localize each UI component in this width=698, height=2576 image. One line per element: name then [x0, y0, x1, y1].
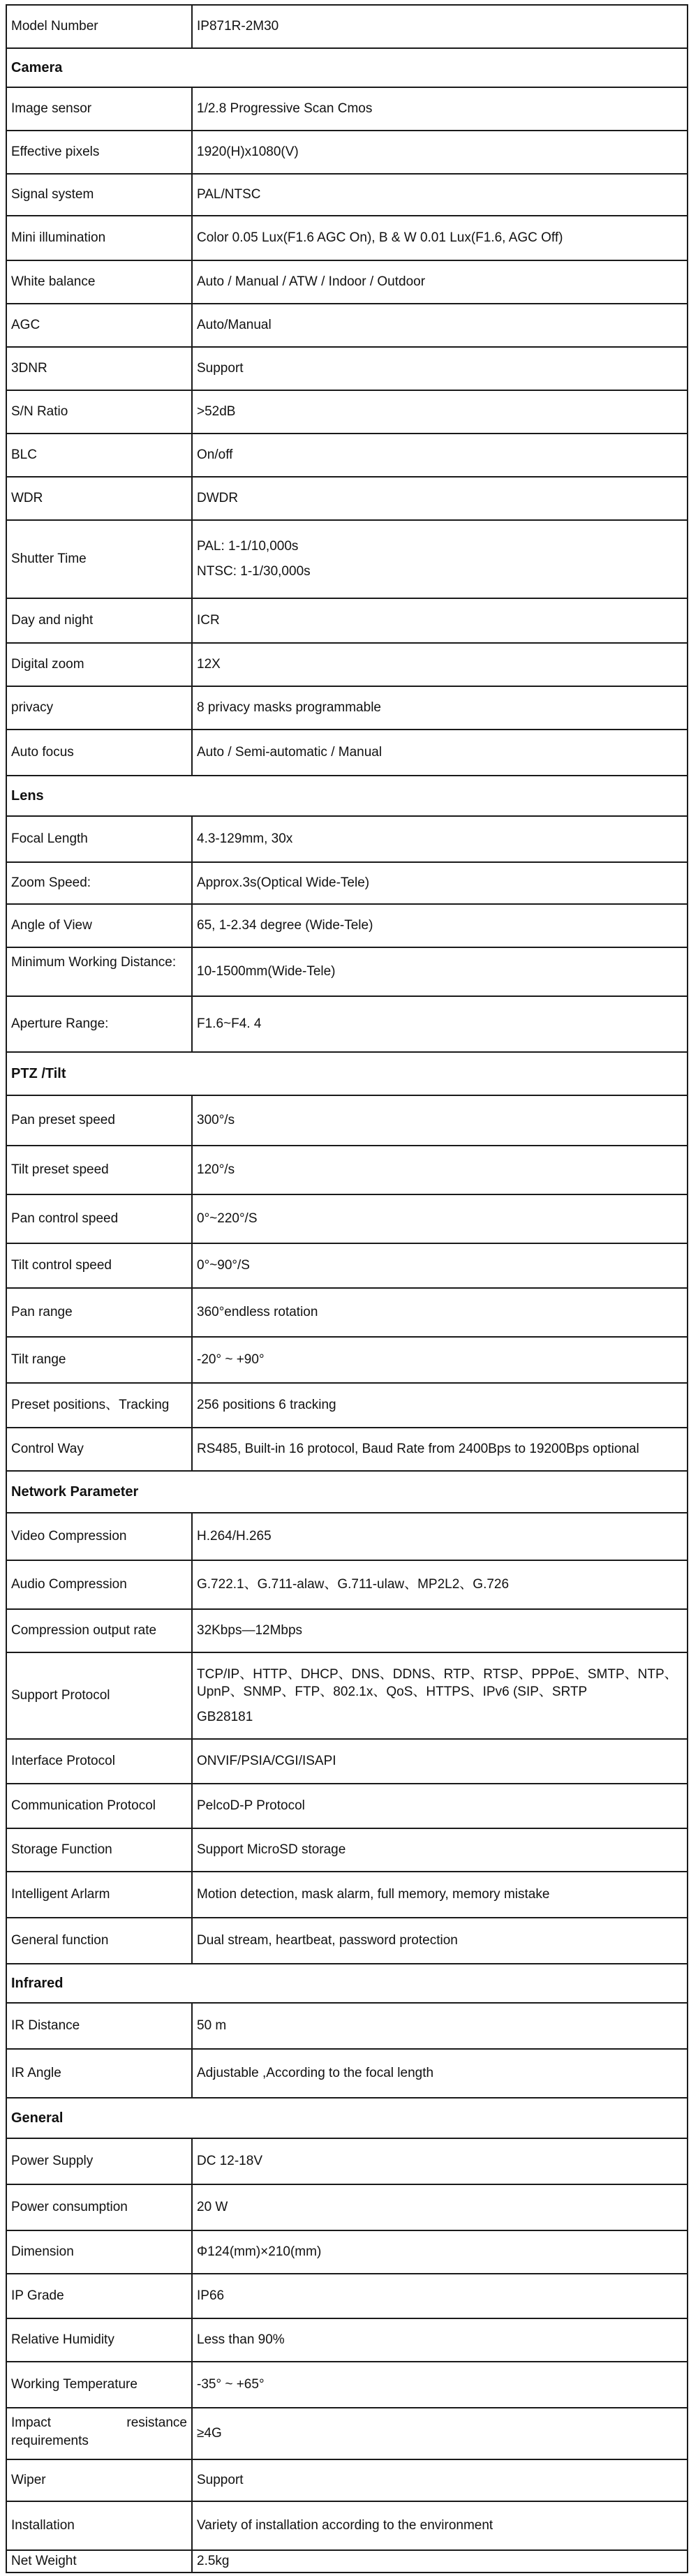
spec-row-impact-resistance-requirements: [6, 2408, 688, 2460]
spec-label: Preset positions、Tracking: [11, 1398, 170, 1413]
spec-label: Mini illumination: [11, 230, 106, 246]
spec-value: Auto/Manual: [191, 304, 687, 346]
spec-value: 0°~220°/S: [191, 1195, 687, 1243]
spec-label: Interface Protocol: [11, 1754, 115, 1769]
spec-row-angle-of-view: [6, 905, 688, 948]
spec-value: 1920(H)x1080(V): [191, 131, 687, 173]
spec-label: IR Distance: [11, 2018, 80, 2034]
section-title: Lens: [11, 787, 44, 804]
spec-row-effective-pixels: [6, 131, 688, 175]
spec-label: Pan control speed: [11, 1211, 119, 1227]
spec-value: 1/2.8 Progressive Scan Cmos: [191, 88, 687, 130]
spec-row-wdr: [6, 478, 688, 521]
spec-value: Adjustable ,According to the focal length: [191, 2050, 687, 2097]
spec-row-zoom-speed: [6, 863, 688, 905]
spec-label: IR Angle: [11, 2066, 61, 2081]
spec-label: General function: [11, 1933, 109, 1948]
spec-label: Support Protocol: [11, 1688, 110, 1703]
spec-row-blc: [6, 434, 688, 478]
spec-label: AGC: [11, 318, 40, 333]
spec-value: [191, 521, 687, 598]
spec-value: Support: [191, 2460, 687, 2501]
spec-label: Net Weight: [11, 2554, 77, 2569]
spec-row-audio-compression: [6, 1561, 688, 1610]
spec-row-digital-zoom: [6, 644, 688, 687]
spec-label: Storage Function: [11, 1842, 112, 1858]
spec-row-auto-focus: [6, 730, 688, 776]
spec-value: ONVIF/PSIA/CGI/ISAPI: [191, 1740, 687, 1783]
spec-row-mini-illumination: [6, 216, 688, 261]
spec-row-agc: [6, 304, 688, 348]
spec-row-privacy: [6, 687, 688, 730]
spec-row-pan-range: [6, 1289, 688, 1338]
spec-row-communication-protocol: [6, 1784, 688, 1829]
spec-value: 120°/s: [191, 1146, 687, 1194]
spec-label: WDR: [11, 491, 43, 506]
spec-row-general-function: [6, 1918, 688, 1964]
spec-label: Tilt control speed: [11, 1258, 112, 1273]
spec-label: Digital zoom: [11, 657, 84, 672]
spec-row-relative-humidity: [6, 2319, 688, 2362]
spec-value: F1.6~F4. 4: [191, 997, 687, 1051]
spec-label: Installation: [11, 2518, 75, 2533]
spec-label: IP Grade: [11, 2288, 64, 2304]
spec-value: RS485, Built-in 16 protocol, Baud Rate from 2400Bps to 19200Bps optional: [191, 1428, 687, 1470]
spec-row-3dnr: [6, 348, 688, 391]
spec-label: Day and night: [11, 613, 94, 628]
spec-row-minimum-working-distance: [6, 948, 688, 997]
spec-row-compression-output-rate: [6, 1610, 688, 1653]
spec-row-storage-function: [6, 1829, 688, 1872]
spec-value: -35° ~ +65°: [191, 2362, 687, 2407]
spec-value: IP66: [191, 2274, 687, 2318]
spec-row-tilt-range: [6, 1338, 688, 1384]
spec-row-s-n-ratio: [6, 391, 688, 434]
section-header-ptz-tilt: [6, 1053, 688, 1096]
spec-label: Signal system: [11, 187, 94, 202]
spec-row-installation: [6, 2502, 688, 2551]
spec-label: Intelligent Arlarm: [11, 1887, 110, 1902]
section-header-network-parameter: [6, 1472, 688, 1513]
spec-value: 8 privacy masks programmable: [191, 687, 687, 729]
spec-label: S/N Ratio: [11, 404, 68, 420]
spec-label: Auto focus: [11, 745, 74, 760]
spec-label: Tilt preset speed: [11, 1162, 109, 1178]
spec-row-support-protocol: [6, 1653, 688, 1740]
spec-row-working-temperature: [6, 2362, 688, 2408]
spec-label: Pan preset speed: [11, 1113, 115, 1128]
spec-row-pan-control-speed: [6, 1195, 688, 1244]
spec-value: 256 positions 6 tracking: [191, 1384, 687, 1427]
spec-value: H.264/H.265: [191, 1513, 687, 1560]
spec-row-wiper: [6, 2460, 688, 2502]
spec-label: Power Supply: [11, 2154, 94, 2169]
spec-row-ip-grade: [6, 2274, 688, 2319]
spec-value: 65, 1-2.34 degree (Wide-Tele): [191, 905, 687, 947]
spec-value-line: TCP/IP、HTTP、DHCP、DNS、DDNS、RTP、RTSP、PPPoE、SMTP、NTP、UpnP、SNMP、FTP、802.1x、QoS、HTTPS、IPv6 (SIP、SRTP: [197, 1666, 678, 1700]
spec-value: Support: [191, 348, 687, 390]
spec-value: DC 12-18V: [191, 2139, 687, 2184]
spec-value: Support MicroSD storage: [191, 1829, 687, 1871]
spec-label: Minimum Working Distance:: [11, 955, 177, 970]
spec-row-pan-preset-speed: [6, 1096, 688, 1146]
spec-label: Compression output rate: [11, 1623, 157, 1638]
spec-label: Aperture Range:: [11, 1016, 109, 1032]
spec-value: 20 W: [191, 2185, 687, 2230]
spec-row-control-way: [6, 1428, 688, 1472]
spec-label: Video Compression: [11, 1529, 127, 1544]
spec-row-net-weight: [6, 2551, 688, 2573]
spec-label: Dimension: [11, 2244, 74, 2260]
spec-value: Approx.3s(Optical Wide-Tele): [191, 863, 687, 903]
spec-value-line: PAL: 1-1/10,000s: [197, 539, 299, 554]
spec-row-tilt-control-speed: [6, 1244, 688, 1289]
spec-label: Impact resistance requirements: [11, 2415, 187, 2448]
spec-value-line: GB28181: [197, 1709, 253, 1724]
spec-row-signal-system: [6, 175, 688, 216]
spec-row-power-consumption: [6, 2185, 688, 2231]
section-header-lens: [6, 776, 688, 817]
spec-label: BLC: [11, 447, 37, 463]
spec-value: 300°/s: [191, 1096, 687, 1145]
spec-label: Focal Length: [11, 831, 88, 847]
spec-value: PAL/NTSC: [191, 175, 687, 215]
spec-value: -20° ~ +90°: [191, 1338, 687, 1382]
spec-label: Pan range: [11, 1305, 73, 1320]
spec-value: Variety of installation according to the environment: [191, 2502, 687, 2549]
spec-value: Less than 90%: [191, 2319, 687, 2361]
spec-label: Relative Humidity: [11, 2332, 114, 2348]
spec-row-interface-protocol: [6, 1740, 688, 1784]
spec-value: Auto / Manual / ATW / Indoor / Outdoor: [191, 261, 687, 303]
section-header-general: [6, 2098, 688, 2139]
spec-value: IP871R-2M30: [191, 6, 687, 47]
spec-label: 3DNR: [11, 361, 47, 376]
spec-label: Effective pixels: [11, 145, 100, 160]
spec-label: Tilt range: [11, 1352, 66, 1368]
spec-value: 32Kbps—12Mbps: [191, 1610, 687, 1652]
section-title: Infrared: [11, 1975, 64, 1991]
spec-label: Audio Compression: [11, 1577, 127, 1592]
spec-value: On/off: [191, 434, 687, 476]
spec-value: G.722.1、G.711-alaw、G.711-ulaw、MP2L2、G.726: [191, 1561, 687, 1608]
spec-value: Motion detection, mask alarm, full memory, memory mistake: [191, 1872, 687, 1917]
spec-value: ≥4G: [191, 2408, 687, 2459]
spec-row-video-compression: [6, 1513, 688, 1561]
spec-value: Color 0.05 Lux(F1.6 AGC On), B & W 0.01 Lux(F1.6, AGC Off): [191, 216, 687, 260]
spec-label: Power consumption: [11, 2200, 128, 2215]
section-title: General: [11, 2110, 64, 2126]
spec-value: ICR: [191, 599, 687, 642]
spec-row-day-and-night: [6, 599, 688, 644]
spec-row-image-sensor: [6, 88, 688, 131]
spec-label: Wiper: [11, 2473, 46, 2488]
spec-label: Zoom Speed:: [11, 875, 91, 891]
spec-value: 360°endless rotation: [191, 1289, 687, 1336]
spec-value: DWDR: [191, 478, 687, 519]
spec-row-aperture-range: [6, 997, 688, 1053]
section-title: Network Parameter: [11, 1483, 139, 1500]
spec-label: privacy: [11, 700, 54, 716]
section-title: PTZ /Tilt: [11, 1065, 66, 1081]
spec-value-line: NTSC: 1-1/30,000s: [197, 564, 311, 579]
spec-row-power-supply: [6, 2139, 688, 2185]
spec-value: PelcoD-P Protocol: [191, 1784, 687, 1828]
spec-row-focal-length: [6, 817, 688, 863]
spec-label: Angle of View: [11, 918, 92, 933]
spec-label: Model Number: [11, 19, 98, 34]
section-title: Camera: [11, 59, 63, 75]
spec-value: 0°~90°/S: [191, 1244, 687, 1287]
spec-value: 12X: [191, 644, 687, 686]
spec-value: 50 m: [191, 2004, 687, 2048]
spec-label: Communication Protocol: [11, 1798, 156, 1814]
spec-label: Image sensor: [11, 101, 92, 117]
spec-row-preset-positions-tracking: [6, 1384, 688, 1428]
spec-row-tilt-preset-speed: [6, 1146, 688, 1195]
spec-value: Auto / Semi-automatic / Manual: [191, 730, 687, 775]
section-header-infrared: [6, 1964, 688, 2004]
spec-value: Φ124(mm)×210(mm): [191, 2231, 687, 2273]
spec-row-ir-distance: [6, 2004, 688, 2050]
spec-value: 4.3-129mm, 30x: [191, 817, 687, 861]
spec-value: 10-1500mm(Wide-Tele): [191, 948, 687, 995]
spec-label: White balance: [11, 274, 96, 290]
spec-row-shutter-time: [6, 521, 688, 599]
spec-row-white-balance: [6, 261, 688, 304]
spec-row-dimension: [6, 2231, 688, 2274]
spec-row-intelligent-arlarm: [6, 1872, 688, 1918]
spec-label: Working Temperature: [11, 2377, 138, 2392]
section-header-camera: [6, 49, 688, 88]
spec-value: Dual stream, heartbeat, password protection: [191, 1918, 687, 1963]
spec-value: 2.5kg: [191, 2551, 687, 2572]
spec-value: [191, 1653, 687, 1738]
spec-value: >52dB: [191, 391, 687, 433]
spec-row-model-number: [6, 4, 688, 49]
spec-label: Shutter Time: [11, 552, 87, 567]
spec-label: Control Way: [11, 1442, 84, 1457]
spec-row-ir-angle: [6, 2050, 688, 2098]
